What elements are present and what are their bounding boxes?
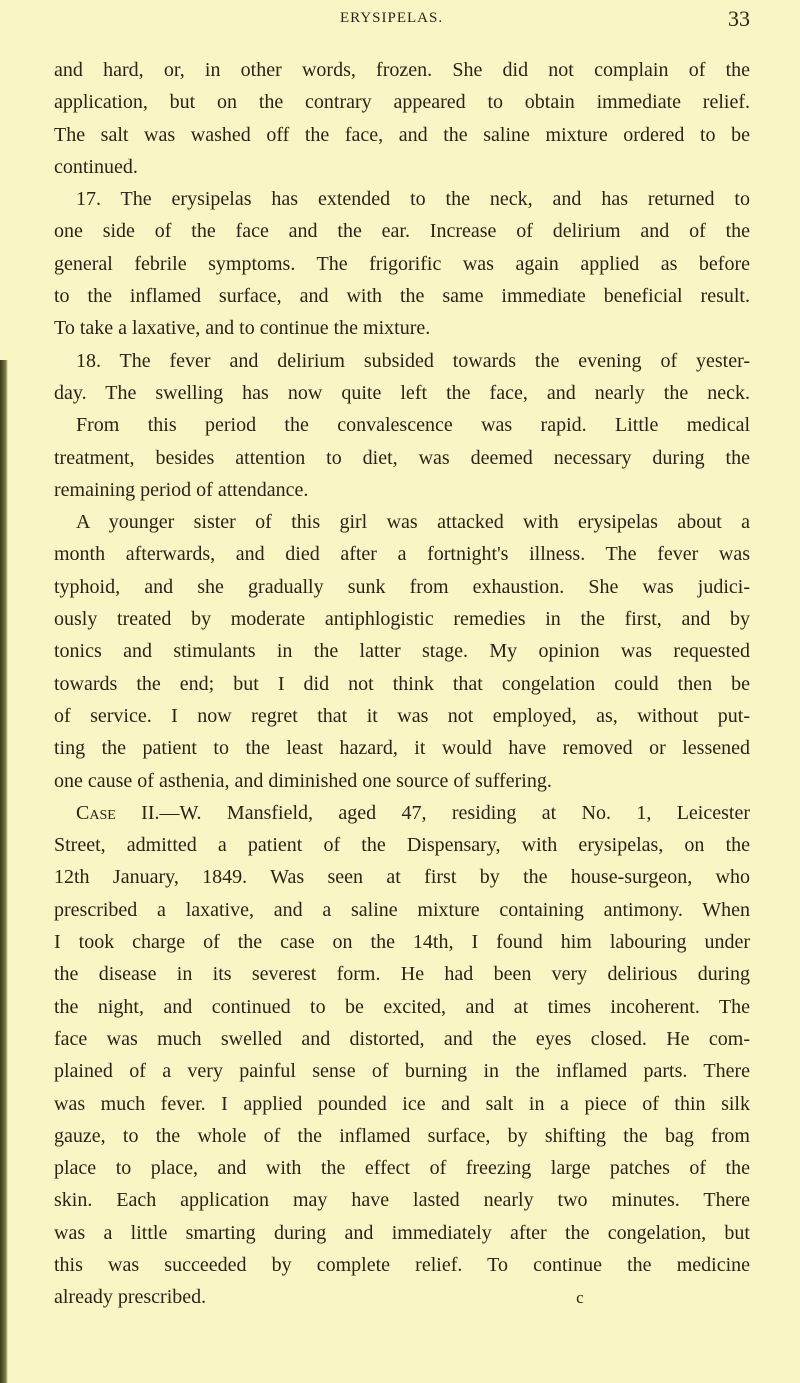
text-line: [54, 183, 750, 215]
text-line-content: towards the end; but I did not think that congelation could then be: [54, 672, 750, 695]
text-line: [54, 1184, 750, 1216]
text-line-content: ously treated by moderate antiphlogistic remedies in the first, and by: [54, 608, 750, 631]
text-line: [54, 1249, 750, 1281]
text-line-content: application, but on the contrary appeared to obtain immediate relief.: [54, 91, 750, 114]
text-line-content: treatment, besides attention to diet, was deemed necessary during the: [54, 446, 750, 469]
text-line-content: prescribed a laxative, and a saline mixture containing antimony. When: [54, 898, 750, 921]
text-line-content: Case II.—W. Mansfield, aged 47, residing at No. 1, Leicester: [76, 801, 750, 824]
text-line: [54, 829, 750, 861]
text-line-content: 12th January, 1849. Was seen at first by the house-surgeon, who: [54, 866, 750, 889]
text-line-content: gauze, to the whole of the inflamed surface, by shifting the bag from: [54, 1124, 750, 1147]
text-line: [54, 215, 750, 247]
text-line-content: skin. Each application may have lasted nearly two minutes. There: [54, 1189, 750, 1212]
text-line: [54, 86, 750, 118]
text-line: [54, 668, 750, 700]
text-line: [54, 119, 750, 151]
text-line-content: plained of a very painful sense of burning in the inflamed parts. There: [54, 1060, 750, 1083]
text-line-content: already prescribed.: [54, 1286, 207, 1309]
text-line-content: place to place, and with the effect of freezing large patches of the: [54, 1157, 750, 1180]
text-line: [54, 1281, 750, 1313]
text-line: [54, 603, 750, 635]
text-line-content: this was succeeded by complete relief. To continue the medicine: [54, 1253, 750, 1276]
text-line-content: and hard, or, in other words, frozen. She did not complain of the: [54, 59, 750, 81]
text-line: [54, 506, 750, 538]
page-body-text: [54, 54, 750, 1314]
text-line: [54, 797, 750, 829]
text-line: [54, 1217, 750, 1249]
text-line: [54, 248, 750, 280]
text-line-content: the night, and continued to be excited, and at times incoherent. The: [54, 995, 750, 1018]
text-line: [54, 571, 750, 603]
text-line-content: of service. I now regret that it was not employed, as, without put-: [54, 704, 750, 727]
text-line-content: was much fever. I applied pounded ice and salt in a piece of thin silk: [54, 1092, 750, 1115]
text-line-content: general febrile symptoms. The frigorific was again applied as before: [54, 252, 750, 275]
book-binding-edge: [0, 360, 8, 1383]
text-line-content: tonics and stimulants in the latter stage. My opinion was requested: [54, 640, 750, 663]
text-line: [54, 1055, 750, 1087]
text-line: [54, 474, 750, 506]
text-line-content: the disease in its severest form. He had been very delirious during: [54, 963, 750, 986]
text-line: [54, 1023, 750, 1055]
text-line-content: The salt was washed off the face, and the saline mixture ordered to be: [54, 123, 750, 146]
text-line: [54, 635, 750, 667]
text-line: [54, 54, 750, 86]
text-line-content: To take a laxative, and to continue the mixture.: [54, 317, 431, 340]
text-line-content: day. The swelling has now quite left the face, and nearly the neck.: [54, 381, 750, 404]
text-line-content: Street, admitted a patient of the Dispensary, with erysipelas, on the: [54, 834, 750, 857]
text-line-content: continued.: [54, 155, 138, 178]
text-line: [54, 409, 750, 441]
case-heading: Case: [76, 801, 116, 824]
signature-mark: c: [576, 1288, 584, 1308]
text-line: [54, 1120, 750, 1152]
text-line: [54, 538, 750, 570]
page-header: [54, 8, 750, 36]
text-line: [54, 1152, 750, 1184]
text-line-content: From this period the convalescence was rapid. Little medical: [76, 414, 750, 437]
text-line: [54, 151, 750, 183]
text-line: [54, 991, 750, 1023]
text-line: [54, 442, 750, 474]
text-line-content: one side of the face and the ear. Increase of delirium and of the: [54, 220, 750, 243]
text-line: [54, 377, 750, 409]
text-line-content: remaining period of attendance.: [54, 478, 309, 501]
text-line: [54, 732, 750, 764]
text-line: [54, 700, 750, 732]
text-line: [54, 765, 750, 797]
text-line: [54, 1088, 750, 1120]
text-line: [54, 894, 750, 926]
page-number: 33: [728, 6, 750, 31]
text-line-content: to the inflamed surface, and with the same immediate beneficial result.: [54, 285, 750, 308]
text-line-content: ting the patient to the least hazard, it would have removed or lessened: [54, 737, 750, 760]
text-line-content: month afterwards, and died after a fortnight's illness. The fever was: [54, 543, 750, 566]
text-line-content: I took charge of the case on the 14th, I found him labouring under: [54, 931, 750, 954]
text-line: [54, 280, 750, 312]
text-line: [54, 312, 750, 344]
text-line-content: 17. The erysipelas has extended to the neck, and has returned to: [76, 188, 750, 211]
running-title: ERYSIPELAS.: [340, 10, 444, 26]
text-line-content: face was much swelled and distorted, and the eyes closed. He com-: [54, 1027, 750, 1050]
text-line-content: A younger sister of this girl was attacked with erysipelas about a: [76, 511, 750, 534]
text-line-content: one cause of asthenia, and diminished one source of suffering.: [54, 769, 552, 792]
text-line-content: 18. The fever and delirium subsided towards the evening of yester-: [76, 349, 750, 372]
text-line: [54, 345, 750, 377]
text-line: [54, 926, 750, 958]
text-line-content: typhoid, and she gradually sunk from exhaustion. She was judici-: [54, 575, 750, 598]
text-line: [54, 958, 750, 990]
text-line-content: was a little smarting during and immediately after the congelation, but: [54, 1221, 750, 1244]
text-line: [54, 861, 750, 893]
